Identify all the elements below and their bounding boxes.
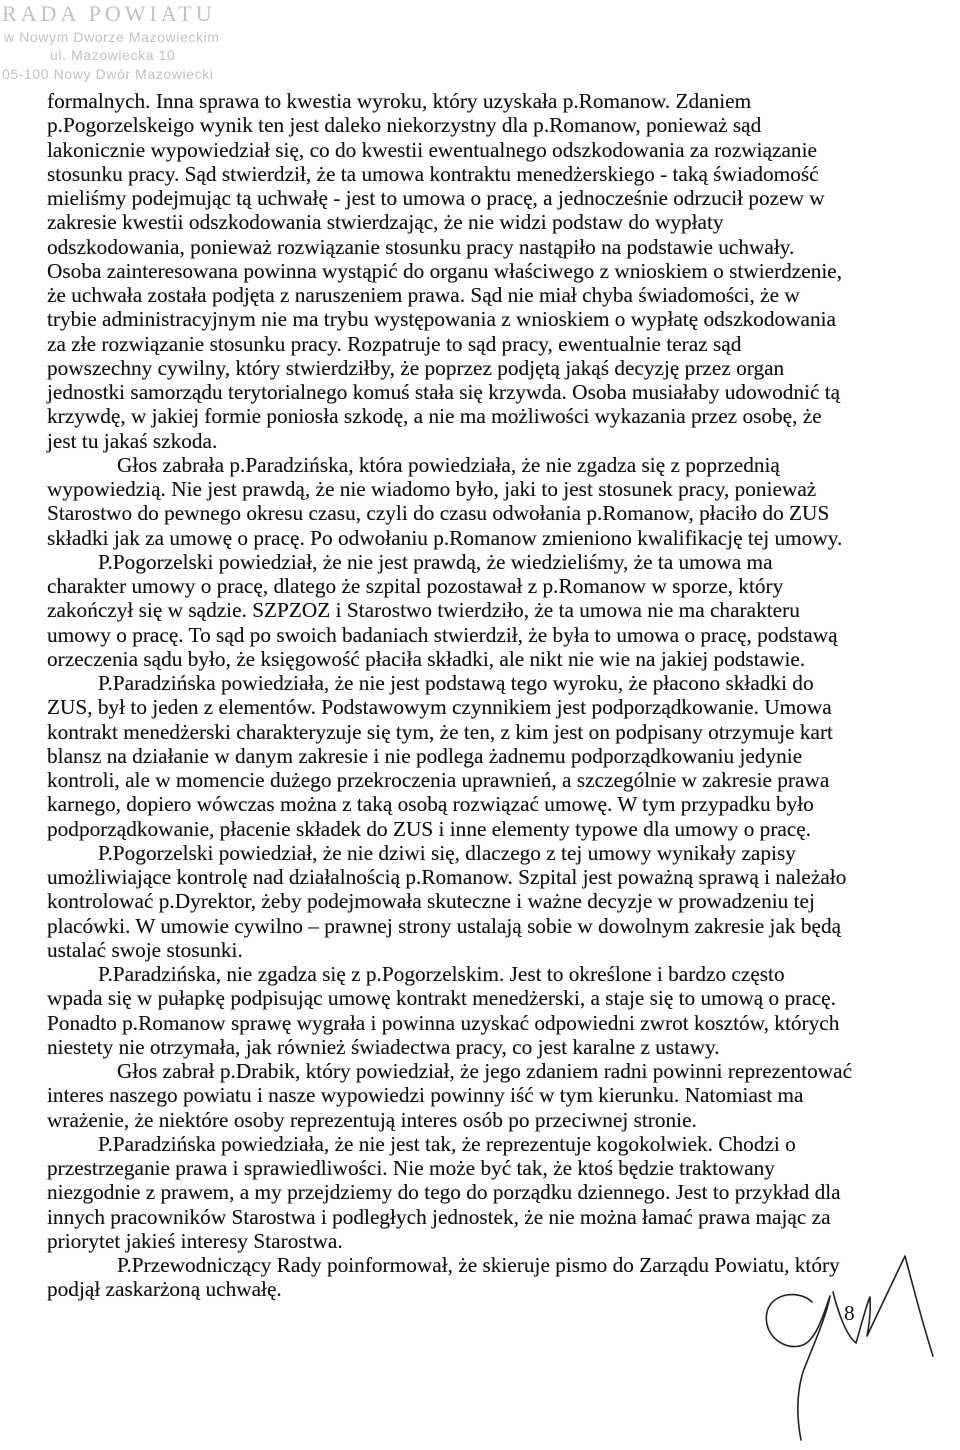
text-line: za złe rozwiązanie stosunku pracy. Rozpatruje to sąd pracy, ewentualnie teraz sąd bbox=[47, 331, 742, 356]
text-line: przestrzeganie prawa i sprawiedliwości. Nie może być tak, że ktoś będzie traktowany bbox=[47, 1156, 775, 1180]
text-line: krzywdę, w jakiej formie poniosła szkodę, a nie ma możliwości wykazania przez osobę, że bbox=[47, 404, 822, 429]
text-line: stosunku pracy. Sąd stwierdził, że ta umowa kontraktu menedżerskiego - taką świadomość bbox=[47, 161, 819, 186]
text-line: ZUS, był to jeden z elementów. Podstawowym czynnikiem jest podporządkowanie. Umowa bbox=[47, 695, 832, 720]
text-line: wypowiedzią. Nie jest prawdą, że nie wiadomo było, jaki to jest stosunek pracy, ponieważ bbox=[47, 477, 817, 501]
text-line: P.Paradzińska powiedziała, że nie jest podstawą tego wyroku, że płacono składki do bbox=[98, 671, 814, 695]
text-line: że uchwała została podjęta z naruszeniem prawa. Sąd nie miał chyba świadomości, że w bbox=[47, 283, 800, 307]
text-line: ustalać swoje stosunki. bbox=[47, 937, 243, 962]
paragraph bbox=[47, 1132, 852, 1253]
paragraph bbox=[47, 1059, 852, 1132]
text-line: składki jak za umowę o pracę. Po odwołaniu p.Romanow zmieniono kwalifikację tej umowy. bbox=[47, 525, 843, 550]
text-line: trybie administracyjnym nie ma trybu występowania z wnioskiem o wypłatę odszkodowania bbox=[47, 307, 836, 332]
text-line: P.Paradzińska, nie zgadza się z p.Pogorzelskim. Jest to określone i bardzo często bbox=[98, 962, 785, 986]
text-line: P.Pogorzelski powiedział, że nie dziwi się, dlaczego z tej umowy wynikały zapisy bbox=[98, 840, 796, 865]
text-line: interes naszego powiatu i nasze wypowiedzi powinny iść w tym kierunku. Natomiast ma bbox=[47, 1083, 804, 1108]
paragraph bbox=[47, 550, 852, 671]
text-line: mieliśmy podejmując tą uchwałę - jest to umowa o pracę, a jednocześnie odrzucił pozew w bbox=[47, 186, 825, 210]
paragraph bbox=[47, 1253, 852, 1302]
text-line: placówki. W umowie cywilno – prawnej strony ustalają sobie w dowolnym zakresie jak będą bbox=[47, 913, 842, 938]
text-line: Ponadto p.Romanow sprawę wygrała i powinna uzyskać odpowiedni zwrot kosztów, których bbox=[47, 1010, 840, 1035]
stamp-line: w Nowym Dworze Mazowieckim bbox=[4, 29, 220, 45]
text-line: Starostwo do pewnego okresu czasu, czyli do czasu odwołania p.Romanow, płaciło do ZUS bbox=[47, 501, 830, 526]
text-line: niestety nie otrzymała, jak również świadectwa pracy, co jest karalne z ustawy. bbox=[47, 1034, 720, 1059]
text-line: P.Przewodniczący Rady poinformował, że skieruje pismo do Zarządu Powiatu, który bbox=[117, 1253, 840, 1277]
text-line: P.Paradzińska powiedziała, że nie jest tak, że reprezentuje kogokolwiek. Chodzi o bbox=[98, 1131, 796, 1156]
text-line: lakonicznie wypowiedział się, co do kwestii ewentualnego odszkodowania za rozwiązanie bbox=[47, 137, 817, 162]
text-line: umowy o pracę. To sąd po swoich badaniach stwierdził, że była to umowa o pracę, podstawą bbox=[47, 622, 838, 647]
paragraph bbox=[47, 962, 852, 1059]
text-line: kontrolować p.Dyrektor, żeby podejmowała skuteczne i ważne decyzje w prowadzeniu tej bbox=[47, 889, 815, 914]
text-line: p.Pogorzelskeigo wynik ten jest daleko niekorzystny dla p.Romanow, ponieważ sąd bbox=[47, 113, 762, 138]
text-line: zakończył się w sądzie. SZPZOZ i Starostwo twierdziło, że ta umowa nie ma charakteru bbox=[47, 598, 800, 623]
document-body bbox=[47, 89, 852, 1302]
text-line: odszkodowania, ponieważ rozwiązanie stosunku pracy nastąpiło na podstawie uchwały. bbox=[47, 234, 795, 259]
text-line: podporządkowanie, płacenie składek do ZUS i inne elementy typowe dla umowy o pracę. bbox=[47, 816, 812, 841]
council-stamp bbox=[0, 0, 245, 92]
text-line: charakter umowy o pracę, dlatego że szpital pozostawał z p.Romanow w sporze, który bbox=[47, 574, 784, 598]
text-line: Głos zabrała p.Paradzińska, która powiedziała, że nie zgadza się z poprzednią bbox=[117, 452, 780, 477]
text-line: powszechny cywilny, który stwierdziłby, że poprzez podjętą jakąś decyzję przez organ bbox=[47, 355, 785, 380]
text-line: P.Pogorzelski powiedział, że nie jest prawdą, że wiedzieliśmy, że ta umowa ma bbox=[98, 549, 773, 574]
text-line: podjął zaskarżoną uchwałę. bbox=[47, 1277, 282, 1302]
signature bbox=[750, 1240, 950, 1445]
stamp-line: ul. Mazowiecka 10 bbox=[50, 47, 176, 63]
text-line: karnego, dopiero wówczas można z taką osobą rozwiązać umowę. W tym przypadku było bbox=[47, 792, 814, 817]
paragraph bbox=[47, 671, 852, 841]
stamp-line: 05-100 Nowy Dwór Mazowiecki bbox=[2, 66, 214, 82]
text-line: wpada się w pułapkę podpisując umowę kontrakt menedżerski, a staje się to umową o pracę. bbox=[47, 986, 836, 1011]
paragraph bbox=[47, 453, 852, 550]
text-line: umożliwiające kontrolę nad działalnością p.Romanow. Szpital jest poważną sprawą i należało bbox=[47, 865, 847, 889]
text-line: Osoba zainteresowana powinna wystąpić do organu właściwego z wnioskiem o stwierdzenie, bbox=[47, 258, 843, 283]
text-line: blansz na działanie w danym zakresie i nie podlega żadnemu podporządkowaniu jedynie bbox=[47, 743, 803, 768]
text-line: priorytet jakieś interesy Starostwa. bbox=[47, 1228, 343, 1253]
text-line: zakresie kwestii odszkodowania stwierdzając, że nie widzi podstaw do wypłaty bbox=[47, 210, 724, 235]
text-line: wrażenie, że niektóre osoby reprezentują interes osób po przeciwnej stronie. bbox=[47, 1107, 697, 1132]
text-line: niezgodnie z prawem, a my przejdziemy do tego do porządku dziennego. Jest to przykład dla bbox=[47, 1180, 841, 1205]
text-line: Głos zabrał p.Drabik, który powiedział, że jego zdaniem radni powinni reprezentować bbox=[117, 1059, 853, 1083]
text-line: jednostki samorządu terytorialnego komuś stała się krzywda. Osoba musiałaby udowodnić tą bbox=[47, 380, 841, 404]
text-line: formalnych. Inna sprawa to kwestia wyroku, który uzyskała p.Romanow. Zdaniem bbox=[47, 89, 752, 113]
text-line: orzeczenia sądu było, że księgowość płaciła składki, ale nikt nie wie na jakiej podstawie. bbox=[47, 646, 806, 671]
paragraph bbox=[47, 89, 852, 453]
stamp-line: RADA POWIATU bbox=[2, 1, 216, 26]
text-line: kontroli, ale w momencie dużego przekroczenia uprawnień, a szczególnie w zakresie prawa bbox=[47, 768, 830, 792]
text-line: innych pracowników Starostwa i podległych jednostek, że nie można łamać prawa mając za bbox=[47, 1204, 831, 1229]
text-line: jest tu jakaś szkoda. bbox=[47, 428, 218, 453]
text-line: kontrakt menedżerski charakteryzuje się tym, że ten, z kim jest on podpisany otrzymuje kart bbox=[47, 719, 833, 744]
paragraph bbox=[47, 841, 852, 962]
page-number: 8 bbox=[844, 1301, 855, 1325]
